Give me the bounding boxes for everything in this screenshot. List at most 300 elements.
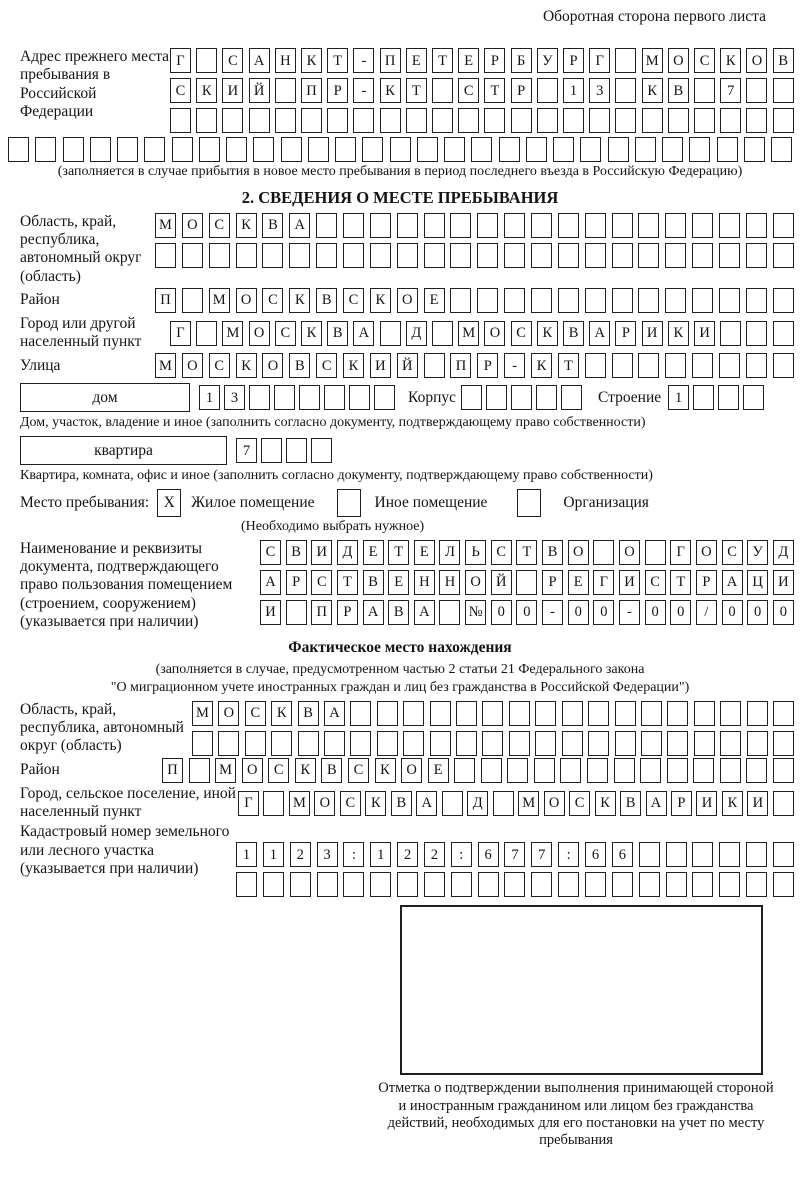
- char-cell[interactable]: М: [155, 353, 176, 378]
- char-cell[interactable]: О: [465, 570, 486, 595]
- char-cell[interactable]: Т: [327, 48, 348, 73]
- char-cell[interactable]: [172, 137, 193, 162]
- char-cell[interactable]: О: [401, 758, 422, 783]
- char-cell[interactable]: [773, 78, 794, 103]
- char-cell[interactable]: [222, 108, 243, 133]
- char-cell[interactable]: Н: [439, 570, 460, 595]
- char-cell[interactable]: [275, 78, 296, 103]
- char-cell[interactable]: Й: [397, 353, 418, 378]
- char-cell[interactable]: [561, 385, 582, 410]
- char-cell[interactable]: [665, 213, 686, 238]
- char-cell[interactable]: [612, 288, 633, 313]
- char-cell[interactable]: :: [558, 842, 579, 867]
- char-cell[interactable]: [324, 385, 345, 410]
- char-cell[interactable]: [689, 137, 710, 162]
- char-cell[interactable]: К: [668, 321, 689, 346]
- char-cell[interactable]: [406, 108, 427, 133]
- char-cell[interactable]: Р: [286, 570, 307, 595]
- char-cell[interactable]: [692, 842, 713, 867]
- char-cell[interactable]: [299, 385, 320, 410]
- char-cell[interactable]: И: [619, 570, 640, 595]
- char-cell[interactable]: [531, 288, 552, 313]
- char-cell[interactable]: [746, 213, 767, 238]
- char-cell[interactable]: 2: [397, 842, 418, 867]
- char-cell[interactable]: 2: [290, 842, 311, 867]
- char-cell[interactable]: [744, 137, 765, 162]
- char-cell[interactable]: [642, 108, 663, 133]
- char-cell[interactable]: М: [518, 791, 539, 816]
- char-cell[interactable]: [615, 48, 636, 73]
- char-cell[interactable]: С: [260, 540, 281, 565]
- char-cell[interactable]: У: [747, 540, 768, 565]
- char-cell[interactable]: 7: [236, 438, 257, 463]
- char-cell[interactable]: 1: [236, 842, 257, 867]
- char-cell[interactable]: С: [722, 540, 743, 565]
- char-cell[interactable]: 3: [589, 78, 610, 103]
- char-cell[interactable]: Т: [388, 540, 409, 565]
- char-cell[interactable]: [424, 353, 445, 378]
- char-cell[interactable]: Е: [568, 570, 589, 595]
- char-cell[interactable]: [773, 758, 794, 783]
- char-cell[interactable]: [585, 872, 606, 897]
- char-cell[interactable]: [458, 108, 479, 133]
- char-cell[interactable]: К: [722, 791, 743, 816]
- char-cell[interactable]: П: [311, 600, 332, 625]
- char-cell[interactable]: [612, 353, 633, 378]
- char-cell[interactable]: Н: [414, 570, 435, 595]
- char-cell[interactable]: [245, 731, 266, 756]
- char-cell[interactable]: С: [694, 48, 715, 73]
- char-cell[interactable]: [693, 758, 714, 783]
- char-cell[interactable]: О: [182, 213, 203, 238]
- char-cell[interactable]: [585, 353, 606, 378]
- char-cell[interactable]: [558, 213, 579, 238]
- char-cell[interactable]: [563, 108, 584, 133]
- char-cell[interactable]: [90, 137, 111, 162]
- char-cell[interactable]: [693, 385, 714, 410]
- char-cell[interactable]: М: [642, 48, 663, 73]
- char-cell[interactable]: О: [182, 353, 203, 378]
- char-cell[interactable]: [638, 353, 659, 378]
- char-cell[interactable]: С: [262, 288, 283, 313]
- char-cell[interactable]: 2: [424, 842, 445, 867]
- char-cell[interactable]: Й: [491, 570, 512, 595]
- char-cell[interactable]: [694, 701, 715, 726]
- char-cell[interactable]: [343, 872, 364, 897]
- char-cell[interactable]: [639, 872, 660, 897]
- char-cell[interactable]: [335, 137, 356, 162]
- char-cell[interactable]: [482, 701, 503, 726]
- char-cell[interactable]: [536, 385, 557, 410]
- char-cell[interactable]: [504, 213, 525, 238]
- char-cell[interactable]: [493, 791, 514, 816]
- char-cell[interactable]: Р: [542, 570, 563, 595]
- char-cell[interactable]: П: [155, 288, 176, 313]
- char-cell[interactable]: [666, 842, 687, 867]
- char-cell[interactable]: Р: [696, 570, 717, 595]
- char-cell[interactable]: [747, 731, 768, 756]
- char-cell[interactable]: К: [301, 321, 322, 346]
- char-cell[interactable]: [374, 385, 395, 410]
- char-cell[interactable]: [350, 701, 371, 726]
- char-cell[interactable]: [717, 137, 738, 162]
- char-cell[interactable]: [773, 791, 794, 816]
- char-cell[interactable]: [553, 137, 574, 162]
- char-cell[interactable]: Р: [484, 48, 505, 73]
- char-cell[interactable]: Л: [439, 540, 460, 565]
- char-cell[interactable]: [499, 137, 520, 162]
- char-cell[interactable]: [635, 137, 656, 162]
- char-cell[interactable]: Е: [406, 48, 427, 73]
- char-cell[interactable]: [450, 213, 471, 238]
- char-cell[interactable]: С: [569, 791, 590, 816]
- char-cell[interactable]: [249, 108, 270, 133]
- char-cell[interactable]: [253, 137, 274, 162]
- char-cell[interactable]: Ь: [465, 540, 486, 565]
- char-cell[interactable]: [773, 872, 794, 897]
- char-cell[interactable]: [377, 701, 398, 726]
- char-cell[interactable]: [641, 701, 662, 726]
- char-cell[interactable]: У: [537, 48, 558, 73]
- char-cell[interactable]: 6: [478, 842, 499, 867]
- char-cell[interactable]: [585, 243, 606, 268]
- char-cell[interactable]: [580, 137, 601, 162]
- char-cell[interactable]: [478, 872, 499, 897]
- char-cell[interactable]: Г: [170, 48, 191, 73]
- char-cell[interactable]: [531, 243, 552, 268]
- char-cell[interactable]: -: [504, 353, 525, 378]
- char-cell[interactable]: -: [353, 78, 374, 103]
- char-cell[interactable]: Г: [170, 321, 191, 346]
- char-cell[interactable]: [537, 108, 558, 133]
- char-cell[interactable]: О: [249, 321, 270, 346]
- char-cell[interactable]: 0: [645, 600, 666, 625]
- char-cell[interactable]: В: [542, 540, 563, 565]
- char-cell[interactable]: [444, 137, 465, 162]
- char-cell[interactable]: [397, 243, 418, 268]
- char-cell[interactable]: С: [511, 321, 532, 346]
- char-cell[interactable]: А: [416, 791, 437, 816]
- char-cell[interactable]: [424, 243, 445, 268]
- char-cell[interactable]: 1: [668, 385, 689, 410]
- char-cell[interactable]: [182, 243, 203, 268]
- char-cell[interactable]: [666, 872, 687, 897]
- char-cell[interactable]: [209, 243, 230, 268]
- char-cell[interactable]: К: [375, 758, 396, 783]
- char-cell[interactable]: Е: [414, 540, 435, 565]
- char-cell[interactable]: [692, 213, 713, 238]
- char-cell[interactable]: 6: [585, 842, 606, 867]
- char-cell[interactable]: [593, 540, 614, 565]
- char-cell[interactable]: №: [465, 600, 486, 625]
- char-cell[interactable]: [720, 701, 741, 726]
- char-cell[interactable]: [746, 321, 767, 346]
- char-cell[interactable]: О: [568, 540, 589, 565]
- char-cell[interactable]: П: [162, 758, 183, 783]
- char-cell[interactable]: С: [170, 78, 191, 103]
- char-cell[interactable]: Р: [563, 48, 584, 73]
- char-cell[interactable]: А: [722, 570, 743, 595]
- char-cell[interactable]: О: [484, 321, 505, 346]
- char-cell[interactable]: А: [363, 600, 384, 625]
- char-cell[interactable]: [417, 137, 438, 162]
- char-cell[interactable]: Т: [516, 540, 537, 565]
- char-cell[interactable]: М: [289, 791, 310, 816]
- char-cell[interactable]: С: [645, 570, 666, 595]
- char-cell[interactable]: [719, 288, 740, 313]
- char-cell[interactable]: [442, 791, 463, 816]
- char-cell[interactable]: [454, 758, 475, 783]
- char-cell[interactable]: [504, 243, 525, 268]
- char-cell[interactable]: Д: [337, 540, 358, 565]
- char-cell[interactable]: [362, 137, 383, 162]
- char-cell[interactable]: [324, 731, 345, 756]
- char-cell[interactable]: [182, 288, 203, 313]
- char-cell[interactable]: 0: [491, 600, 512, 625]
- char-cell[interactable]: [692, 243, 713, 268]
- char-cell[interactable]: [665, 353, 686, 378]
- char-cell[interactable]: [509, 731, 530, 756]
- char-cell[interactable]: И: [642, 321, 663, 346]
- char-cell[interactable]: [588, 701, 609, 726]
- char-cell[interactable]: Й: [249, 78, 270, 103]
- char-cell[interactable]: [587, 758, 608, 783]
- other-premises-checkbox[interactable]: [337, 489, 361, 517]
- char-cell[interactable]: К: [642, 78, 663, 103]
- char-cell[interactable]: [535, 731, 556, 756]
- char-cell[interactable]: [343, 213, 364, 238]
- char-cell[interactable]: [430, 731, 451, 756]
- char-cell[interactable]: А: [589, 321, 610, 346]
- char-cell[interactable]: [504, 872, 525, 897]
- char-cell[interactable]: М: [215, 758, 236, 783]
- char-cell[interactable]: К: [365, 791, 386, 816]
- char-cell[interactable]: [263, 872, 284, 897]
- char-cell[interactable]: [281, 137, 302, 162]
- char-cell[interactable]: [612, 872, 633, 897]
- char-cell[interactable]: К: [271, 701, 292, 726]
- char-cell[interactable]: 0: [773, 600, 794, 625]
- char-cell[interactable]: Т: [432, 48, 453, 73]
- char-cell[interactable]: О: [397, 288, 418, 313]
- char-cell[interactable]: [290, 872, 311, 897]
- char-cell[interactable]: С: [209, 213, 230, 238]
- char-cell[interactable]: [456, 701, 477, 726]
- char-cell[interactable]: С: [268, 758, 289, 783]
- char-cell[interactable]: [271, 731, 292, 756]
- char-cell[interactable]: [35, 137, 56, 162]
- char-cell[interactable]: 7: [531, 842, 552, 867]
- char-cell[interactable]: Р: [671, 791, 692, 816]
- char-cell[interactable]: Е: [428, 758, 449, 783]
- char-cell[interactable]: [289, 243, 310, 268]
- char-cell[interactable]: [641, 731, 662, 756]
- char-cell[interactable]: О: [696, 540, 717, 565]
- char-cell[interactable]: [370, 872, 391, 897]
- char-cell[interactable]: Н: [275, 48, 296, 73]
- char-cell[interactable]: [640, 758, 661, 783]
- char-cell[interactable]: К: [301, 48, 322, 73]
- char-cell[interactable]: [746, 842, 767, 867]
- char-cell[interactable]: И: [694, 321, 715, 346]
- char-cell[interactable]: В: [289, 353, 310, 378]
- char-cell[interactable]: В: [298, 701, 319, 726]
- char-cell[interactable]: М: [458, 321, 479, 346]
- char-cell[interactable]: [665, 288, 686, 313]
- char-cell[interactable]: [719, 842, 740, 867]
- char-cell[interactable]: И: [747, 791, 768, 816]
- char-cell[interactable]: [615, 701, 636, 726]
- char-cell[interactable]: [353, 108, 374, 133]
- char-cell[interactable]: [562, 701, 583, 726]
- char-cell[interactable]: [397, 872, 418, 897]
- char-cell[interactable]: [639, 842, 660, 867]
- char-cell[interactable]: О: [236, 288, 257, 313]
- char-cell[interactable]: [614, 758, 635, 783]
- char-cell[interactable]: [534, 758, 555, 783]
- char-cell[interactable]: [311, 438, 332, 463]
- char-cell[interactable]: [327, 108, 348, 133]
- char-cell[interactable]: [718, 385, 739, 410]
- char-cell[interactable]: Е: [363, 540, 384, 565]
- char-cell[interactable]: [261, 438, 282, 463]
- char-cell[interactable]: [668, 108, 689, 133]
- char-cell[interactable]: И: [696, 791, 717, 816]
- char-cell[interactable]: М: [192, 701, 213, 726]
- char-cell[interactable]: [692, 872, 713, 897]
- char-cell[interactable]: [694, 108, 715, 133]
- char-cell[interactable]: Г: [670, 540, 691, 565]
- char-cell[interactable]: С: [209, 353, 230, 378]
- char-cell[interactable]: [370, 243, 391, 268]
- char-cell[interactable]: [773, 213, 794, 238]
- char-cell[interactable]: [773, 842, 794, 867]
- char-cell[interactable]: [63, 137, 84, 162]
- char-cell[interactable]: К: [370, 288, 391, 313]
- char-cell[interactable]: [308, 137, 329, 162]
- char-cell[interactable]: [746, 758, 767, 783]
- char-cell[interactable]: В: [327, 321, 348, 346]
- char-cell[interactable]: [482, 731, 503, 756]
- char-cell[interactable]: 0: [670, 600, 691, 625]
- char-cell[interactable]: С: [340, 791, 361, 816]
- char-cell[interactable]: Е: [458, 48, 479, 73]
- char-cell[interactable]: [432, 108, 453, 133]
- char-cell[interactable]: П: [380, 48, 401, 73]
- char-cell[interactable]: [350, 731, 371, 756]
- char-cell[interactable]: 0: [722, 600, 743, 625]
- char-cell[interactable]: [638, 243, 659, 268]
- char-cell[interactable]: [403, 731, 424, 756]
- char-cell[interactable]: [615, 78, 636, 103]
- char-cell[interactable]: [275, 108, 296, 133]
- char-cell[interactable]: [117, 137, 138, 162]
- char-cell[interactable]: [484, 108, 505, 133]
- char-cell[interactable]: [486, 385, 507, 410]
- char-cell[interactable]: [424, 872, 445, 897]
- char-cell[interactable]: [511, 385, 532, 410]
- char-cell[interactable]: А: [414, 600, 435, 625]
- char-cell[interactable]: [719, 243, 740, 268]
- char-cell[interactable]: [585, 213, 606, 238]
- char-cell[interactable]: Д: [406, 321, 427, 346]
- char-cell[interactable]: С: [222, 48, 243, 73]
- char-cell[interactable]: [516, 570, 537, 595]
- char-cell[interactable]: Р: [615, 321, 636, 346]
- char-cell[interactable]: О: [262, 353, 283, 378]
- char-cell[interactable]: [477, 243, 498, 268]
- char-cell[interactable]: [719, 353, 740, 378]
- char-cell[interactable]: О: [746, 48, 767, 73]
- char-cell[interactable]: Г: [589, 48, 610, 73]
- char-cell[interactable]: [773, 353, 794, 378]
- char-cell[interactable]: А: [249, 48, 270, 73]
- char-cell[interactable]: К: [380, 78, 401, 103]
- char-cell[interactable]: Т: [484, 78, 505, 103]
- char-cell[interactable]: [746, 78, 767, 103]
- char-cell[interactable]: [298, 731, 319, 756]
- char-cell[interactable]: [615, 108, 636, 133]
- char-cell[interactable]: 1: [370, 842, 391, 867]
- char-cell[interactable]: [531, 872, 552, 897]
- char-cell[interactable]: [370, 213, 391, 238]
- char-cell[interactable]: Т: [670, 570, 691, 595]
- char-cell[interactable]: В: [773, 48, 794, 73]
- char-cell[interactable]: М: [155, 213, 176, 238]
- char-cell[interactable]: [692, 288, 713, 313]
- char-cell[interactable]: [667, 731, 688, 756]
- char-cell[interactable]: В: [668, 78, 689, 103]
- char-cell[interactable]: [236, 872, 257, 897]
- char-cell[interactable]: -: [353, 48, 374, 73]
- char-cell[interactable]: В: [262, 213, 283, 238]
- char-cell[interactable]: [236, 243, 257, 268]
- char-cell[interactable]: -: [542, 600, 563, 625]
- char-cell[interactable]: Р: [337, 600, 358, 625]
- char-cell[interactable]: [301, 108, 322, 133]
- char-cell[interactable]: Г: [238, 791, 259, 816]
- char-cell[interactable]: [747, 701, 768, 726]
- char-cell[interactable]: [316, 243, 337, 268]
- char-cell[interactable]: [558, 872, 579, 897]
- char-cell[interactable]: [558, 243, 579, 268]
- char-cell[interactable]: А: [289, 213, 310, 238]
- char-cell[interactable]: К: [196, 78, 217, 103]
- char-cell[interactable]: 1: [199, 385, 220, 410]
- char-cell[interactable]: 6: [612, 842, 633, 867]
- char-cell[interactable]: [403, 701, 424, 726]
- char-cell[interactable]: Д: [773, 540, 794, 565]
- char-cell[interactable]: А: [353, 321, 374, 346]
- char-cell[interactable]: П: [301, 78, 322, 103]
- char-cell[interactable]: [316, 213, 337, 238]
- char-cell[interactable]: Е: [388, 570, 409, 595]
- char-cell[interactable]: [451, 872, 472, 897]
- char-cell[interactable]: [560, 758, 581, 783]
- char-cell[interactable]: [380, 108, 401, 133]
- char-cell[interactable]: [746, 288, 767, 313]
- char-cell[interactable]: С: [348, 758, 369, 783]
- char-cell[interactable]: Р: [477, 353, 498, 378]
- char-cell[interactable]: А: [646, 791, 667, 816]
- char-cell[interactable]: [667, 758, 688, 783]
- char-cell[interactable]: [477, 213, 498, 238]
- char-cell[interactable]: [665, 243, 686, 268]
- char-cell[interactable]: [746, 243, 767, 268]
- char-cell[interactable]: [343, 243, 364, 268]
- char-cell[interactable]: 7: [720, 78, 741, 103]
- char-cell[interactable]: [720, 731, 741, 756]
